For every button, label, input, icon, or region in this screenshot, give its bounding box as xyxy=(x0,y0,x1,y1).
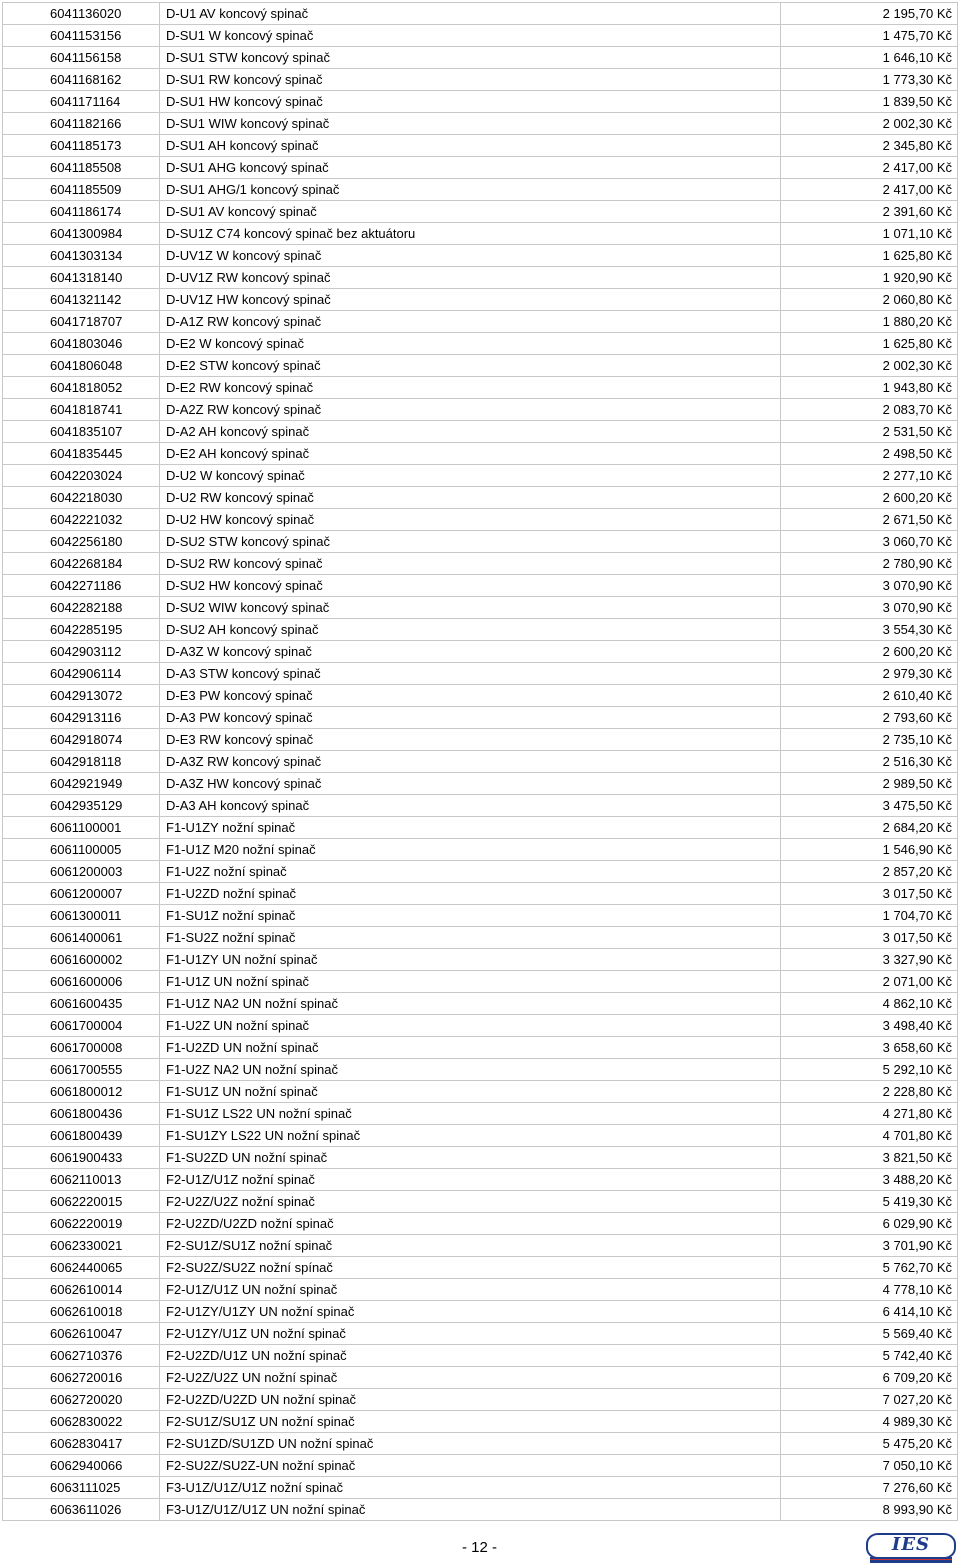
product-price-cell: 7 276,60 Kč xyxy=(781,1477,958,1499)
table-row xyxy=(3,1477,958,1499)
product-price-cell: 2 002,30 Kč xyxy=(781,113,958,135)
product-name-cell: D-SU1 RW koncový spinač xyxy=(160,69,781,91)
table-row xyxy=(3,245,958,267)
product-code-cell: 6062330021 xyxy=(3,1235,160,1257)
table-row xyxy=(3,905,958,927)
product-code-cell: 6041318140 xyxy=(3,267,160,289)
table-row xyxy=(3,113,958,135)
product-name-cell: D-E2 AH koncový spinač xyxy=(160,443,781,465)
table-row xyxy=(3,1323,958,1345)
product-name-cell: F2-U2ZD/U1Z UN nožní spinač xyxy=(160,1345,781,1367)
product-code-cell: 6042913072 xyxy=(3,685,160,707)
table-row xyxy=(3,157,958,179)
ies-logo xyxy=(866,1533,954,1563)
table-row xyxy=(3,685,958,707)
product-code-cell: 6041182166 xyxy=(3,113,160,135)
table-row xyxy=(3,1213,958,1235)
table-row xyxy=(3,883,958,905)
product-code-cell: 6042271186 xyxy=(3,575,160,597)
table-row xyxy=(3,47,958,69)
product-code-cell: 6063111025 xyxy=(3,1477,160,1499)
product-name-cell: D-UV1Z RW koncový spinač xyxy=(160,267,781,289)
product-price-cell: 6 414,10 Kč xyxy=(781,1301,958,1323)
product-price-cell: 1 704,70 Kč xyxy=(781,905,958,927)
product-price-cell: 3 701,90 Kč xyxy=(781,1235,958,1257)
product-name-cell: F1-SU1ZY LS22 UN nožní spinač xyxy=(160,1125,781,1147)
product-name-cell: D-SU2 STW koncový spinač xyxy=(160,531,781,553)
table-row xyxy=(3,553,958,575)
product-price-cell: 2 600,20 Kč xyxy=(781,487,958,509)
product-code-cell: 6061200003 xyxy=(3,861,160,883)
product-price-cell: 3 488,20 Kč xyxy=(781,1169,958,1191)
product-code-cell: 6041835445 xyxy=(3,443,160,465)
product-price-cell: 2 083,70 Kč xyxy=(781,399,958,421)
product-price-cell: 3 821,50 Kč xyxy=(781,1147,958,1169)
product-name-cell: F1-U1Z M20 nožní spinač xyxy=(160,839,781,861)
product-code-cell: 6062720020 xyxy=(3,1389,160,1411)
product-price-cell: 8 993,90 Kč xyxy=(781,1499,958,1521)
product-name-cell: D-SU2 WIW koncový spinač xyxy=(160,597,781,619)
product-price-cell: 3 070,90 Kč xyxy=(781,597,958,619)
product-price-cell: 4 701,80 Kč xyxy=(781,1125,958,1147)
product-price-cell: 7 027,20 Kč xyxy=(781,1389,958,1411)
product-name-cell: D-A1Z RW koncový spinač xyxy=(160,311,781,333)
table-row xyxy=(3,1257,958,1279)
table-row xyxy=(3,597,958,619)
product-code-cell: 6041303134 xyxy=(3,245,160,267)
product-name-cell: F2-U2Z/U2Z nožní spinač xyxy=(160,1191,781,1213)
table-row xyxy=(3,1059,958,1081)
product-price-cell: 3 327,90 Kč xyxy=(781,949,958,971)
product-name-cell: D-A3 AH koncový spinač xyxy=(160,795,781,817)
table-row xyxy=(3,575,958,597)
price-rows xyxy=(3,3,958,1521)
product-code-cell: 6042256180 xyxy=(3,531,160,553)
product-price-cell: 1 839,50 Kč xyxy=(781,91,958,113)
table-row xyxy=(3,399,958,421)
table-row xyxy=(3,333,958,355)
product-code-cell: 6042918074 xyxy=(3,729,160,751)
table-row xyxy=(3,487,958,509)
product-price-cell: 6 029,90 Kč xyxy=(781,1213,958,1235)
product-code-cell: 6063611026 xyxy=(3,1499,160,1521)
product-name-cell: D-UV1Z W koncový spinač xyxy=(160,245,781,267)
product-code-cell: 6061700004 xyxy=(3,1015,160,1037)
table-row xyxy=(3,531,958,553)
product-name-cell: D-A2 AH koncový spinač xyxy=(160,421,781,443)
table-row xyxy=(3,509,958,531)
price-table xyxy=(2,2,958,1521)
product-price-cell: 5 419,30 Kč xyxy=(781,1191,958,1213)
product-code-cell: 6062110013 xyxy=(3,1169,160,1191)
table-row xyxy=(3,1345,958,1367)
product-code-cell: 6042218030 xyxy=(3,487,160,509)
product-price-cell: 2 671,50 Kč xyxy=(781,509,958,531)
product-code-cell: 6041718707 xyxy=(3,311,160,333)
product-code-cell: 6062710376 xyxy=(3,1345,160,1367)
product-code-cell: 6042282188 xyxy=(3,597,160,619)
product-price-cell: 2 516,30 Kč xyxy=(781,751,958,773)
product-name-cell: D-A2Z RW koncový spinač xyxy=(160,399,781,421)
product-code-cell: 6061600002 xyxy=(3,949,160,971)
product-code-cell: 6061300011 xyxy=(3,905,160,927)
product-name-cell: F2-SU1ZD/SU1ZD UN nožní spinač xyxy=(160,1433,781,1455)
product-price-cell: 2 531,50 Kč xyxy=(781,421,958,443)
product-name-cell: F2-U2ZD/U2ZD UN nožní spinač xyxy=(160,1389,781,1411)
product-code-cell: 6061400061 xyxy=(3,927,160,949)
product-name-cell: F1-U2Z UN nožní spinač xyxy=(160,1015,781,1037)
product-price-cell: 2 610,40 Kč xyxy=(781,685,958,707)
product-name-cell: D-A3Z W koncový spinač xyxy=(160,641,781,663)
product-code-cell: 6042203024 xyxy=(3,465,160,487)
table-row xyxy=(3,1499,958,1521)
product-price-cell: 2 857,20 Kč xyxy=(781,861,958,883)
product-name-cell: F3-U1Z/U1Z/U1Z nožní spinač xyxy=(160,1477,781,1499)
product-price-cell: 4 989,30 Kč xyxy=(781,1411,958,1433)
table-row xyxy=(3,751,958,773)
product-price-cell: 6 709,20 Kč xyxy=(781,1367,958,1389)
product-code-cell: 6042268184 xyxy=(3,553,160,575)
product-code-cell: 6041818741 xyxy=(3,399,160,421)
product-name-cell: D-SU1 AV koncový spinač xyxy=(160,201,781,223)
table-row xyxy=(3,1389,958,1411)
table-row xyxy=(3,1455,958,1477)
table-row xyxy=(3,25,958,47)
product-name-cell: F2-U2ZD/U2ZD nožní spinač xyxy=(160,1213,781,1235)
product-code-cell: 6041171164 xyxy=(3,91,160,113)
table-row xyxy=(3,729,958,751)
product-name-cell: D-SU1 HW koncový spinač xyxy=(160,91,781,113)
product-code-cell: 6041136020 xyxy=(3,3,160,25)
table-row xyxy=(3,1235,958,1257)
product-name-cell: D-UV1Z HW koncový spinač xyxy=(160,289,781,311)
product-price-cell: 1 625,80 Kč xyxy=(781,245,958,267)
product-name-cell: F3-U1Z/U1Z/U1Z UN nožní spinač xyxy=(160,1499,781,1521)
table-row xyxy=(3,3,958,25)
product-price-cell: 1 773,30 Kč xyxy=(781,69,958,91)
product-name-cell: D-A3Z RW koncový spinač xyxy=(160,751,781,773)
product-name-cell: F1-U2Z nožní spinač xyxy=(160,861,781,883)
logo-stripe xyxy=(870,1559,952,1560)
product-code-cell: 6061100001 xyxy=(3,817,160,839)
table-row xyxy=(3,1125,958,1147)
product-price-cell: 3 017,50 Kč xyxy=(781,927,958,949)
product-code-cell: 6062940066 xyxy=(3,1455,160,1477)
product-code-cell: 6041835107 xyxy=(3,421,160,443)
product-price-cell: 2 195,70 Kč xyxy=(781,3,958,25)
product-code-cell: 6062610014 xyxy=(3,1279,160,1301)
table-row xyxy=(3,311,958,333)
product-name-cell: D-E2 W koncový spinač xyxy=(160,333,781,355)
product-name-cell: F2-U1ZY/U1ZY UN nožní spinač xyxy=(160,1301,781,1323)
product-name-cell: D-SU2 AH koncový spinač xyxy=(160,619,781,641)
logo-text: IES xyxy=(891,1534,931,1555)
product-price-cell: 3 060,70 Kč xyxy=(781,531,958,553)
product-code-cell: 6041156158 xyxy=(3,47,160,69)
table-row xyxy=(3,971,958,993)
product-price-cell: 4 271,80 Kč xyxy=(781,1103,958,1125)
table-row xyxy=(3,1191,958,1213)
table-row xyxy=(3,1433,958,1455)
product-code-cell: 6062220019 xyxy=(3,1213,160,1235)
product-code-cell: 6062440065 xyxy=(3,1257,160,1279)
product-price-cell: 2 793,60 Kč xyxy=(781,707,958,729)
product-price-cell: 3 498,40 Kč xyxy=(781,1015,958,1037)
product-name-cell: D-SU1 W koncový spinač xyxy=(160,25,781,47)
table-row xyxy=(3,619,958,641)
table-row xyxy=(3,1279,958,1301)
product-price-cell: 2 060,80 Kč xyxy=(781,289,958,311)
product-price-cell: 2 391,60 Kč xyxy=(781,201,958,223)
table-row xyxy=(3,795,958,817)
product-code-cell: 6041803046 xyxy=(3,333,160,355)
product-code-cell: 6041806048 xyxy=(3,355,160,377)
product-price-cell: 4 778,10 Kč xyxy=(781,1279,958,1301)
product-code-cell: 6061600006 xyxy=(3,971,160,993)
product-code-cell: 6062720016 xyxy=(3,1367,160,1389)
product-price-cell: 2 735,10 Kč xyxy=(781,729,958,751)
page-number: - 12 - xyxy=(462,1539,498,1556)
product-price-cell: 7 050,10 Kč xyxy=(781,1455,958,1477)
product-name-cell: D-E3 RW koncový spinač xyxy=(160,729,781,751)
product-code-cell: 6061800439 xyxy=(3,1125,160,1147)
product-name-cell: D-SU1Z C74 koncový spinač bez aktuátoru xyxy=(160,223,781,245)
product-name-cell: D-U1 AV koncový spinač xyxy=(160,3,781,25)
product-price-cell: 3 017,50 Kč xyxy=(781,883,958,905)
table-row xyxy=(3,949,958,971)
product-code-cell: 6041185508 xyxy=(3,157,160,179)
product-code-cell: 6062610018 xyxy=(3,1301,160,1323)
table-row xyxy=(3,1169,958,1191)
product-price-cell: 4 862,10 Kč xyxy=(781,993,958,1015)
table-row xyxy=(3,267,958,289)
table-row xyxy=(3,1015,958,1037)
product-name-cell: F1-U2ZD UN nožní spinač xyxy=(160,1037,781,1059)
product-price-cell: 2 002,30 Kč xyxy=(781,355,958,377)
product-code-cell: 6061800012 xyxy=(3,1081,160,1103)
product-name-cell: F1-SU2ZD UN nožní spinač xyxy=(160,1147,781,1169)
product-code-cell: 6042221032 xyxy=(3,509,160,531)
product-code-cell: 6041300984 xyxy=(3,223,160,245)
product-code-cell: 6042906114 xyxy=(3,663,160,685)
product-name-cell: F1-U1ZY UN nožní spinač xyxy=(160,949,781,971)
table-row xyxy=(3,69,958,91)
product-price-cell: 2 071,00 Kč xyxy=(781,971,958,993)
product-code-cell: 6042913116 xyxy=(3,707,160,729)
product-name-cell: F1-U1ZY nožní spinač xyxy=(160,817,781,839)
table-row xyxy=(3,135,958,157)
logo-bar xyxy=(870,1557,952,1563)
product-name-cell: D-A3 PW koncový spinač xyxy=(160,707,781,729)
product-name-cell: D-SU2 HW koncový spinač xyxy=(160,575,781,597)
product-price-cell: 5 742,40 Kč xyxy=(781,1345,958,1367)
product-code-cell: 6041186174 xyxy=(3,201,160,223)
product-price-cell: 3 475,50 Kč xyxy=(781,795,958,817)
product-price-cell: 3 554,30 Kč xyxy=(781,619,958,641)
product-name-cell: F1-SU1Z LS22 UN nožní spinač xyxy=(160,1103,781,1125)
product-price-cell: 1 943,80 Kč xyxy=(781,377,958,399)
table-row xyxy=(3,377,958,399)
table-row xyxy=(3,223,958,245)
product-price-cell: 1 646,10 Kč xyxy=(781,47,958,69)
product-price-cell: 1 546,90 Kč xyxy=(781,839,958,861)
product-code-cell: 6041185509 xyxy=(3,179,160,201)
product-name-cell: D-E2 STW koncový spinač xyxy=(160,355,781,377)
table-row xyxy=(3,1037,958,1059)
product-code-cell: 6062610047 xyxy=(3,1323,160,1345)
table-row xyxy=(3,289,958,311)
product-name-cell: F2-SU2Z/SU2Z nožní spínač xyxy=(160,1257,781,1279)
product-code-cell: 6061800436 xyxy=(3,1103,160,1125)
product-name-cell: F2-SU1Z/SU1Z UN nožní spinač xyxy=(160,1411,781,1433)
table-row xyxy=(3,1103,958,1125)
product-name-cell: F1-SU1Z nožní spinač xyxy=(160,905,781,927)
product-price-cell: 5 762,70 Kč xyxy=(781,1257,958,1279)
product-price-cell: 3 070,90 Kč xyxy=(781,575,958,597)
product-name-cell: D-U2 RW koncový spinač xyxy=(160,487,781,509)
product-code-cell: 6062830417 xyxy=(3,1433,160,1455)
product-name-cell: D-SU1 AHG koncový spinač xyxy=(160,157,781,179)
product-price-cell: 5 475,20 Kč xyxy=(781,1433,958,1455)
product-code-cell: 6042285195 xyxy=(3,619,160,641)
product-code-cell: 6041321142 xyxy=(3,289,160,311)
table-row xyxy=(3,1081,958,1103)
product-name-cell: F1-SU2Z nožní spinač xyxy=(160,927,781,949)
table-row xyxy=(3,773,958,795)
product-price-cell: 2 498,50 Kč xyxy=(781,443,958,465)
product-name-cell: D-A3 STW koncový spinač xyxy=(160,663,781,685)
product-price-cell: 5 292,10 Kč xyxy=(781,1059,958,1081)
product-name-cell: F2-U1Z/U1Z UN nožní spinač xyxy=(160,1279,781,1301)
table-row xyxy=(3,179,958,201)
product-price-cell: 5 569,40 Kč xyxy=(781,1323,958,1345)
product-name-cell: D-SU2 RW koncový spinač xyxy=(160,553,781,575)
product-price-cell: 2 600,20 Kč xyxy=(781,641,958,663)
product-code-cell: 6061700555 xyxy=(3,1059,160,1081)
product-name-cell: D-U2 W koncový spinač xyxy=(160,465,781,487)
product-price-cell: 2 780,90 Kč xyxy=(781,553,958,575)
product-price-cell: 2 684,20 Kč xyxy=(781,817,958,839)
table-row xyxy=(3,1301,958,1323)
product-code-cell: 6042903112 xyxy=(3,641,160,663)
table-row xyxy=(3,817,958,839)
product-name-cell: D-SU1 AH koncový spinač xyxy=(160,135,781,157)
product-name-cell: D-E3 PW koncový spinač xyxy=(160,685,781,707)
product-code-cell: 6061900433 xyxy=(3,1147,160,1169)
table-row xyxy=(3,465,958,487)
product-price-cell: 2 345,80 Kč xyxy=(781,135,958,157)
product-code-cell: 6061700008 xyxy=(3,1037,160,1059)
product-name-cell: D-E2 RW koncový spinač xyxy=(160,377,781,399)
product-price-cell: 1 475,70 Kč xyxy=(781,25,958,47)
product-price-cell: 2 277,10 Kč xyxy=(781,465,958,487)
product-code-cell: 6041153156 xyxy=(3,25,160,47)
table-row xyxy=(3,839,958,861)
product-price-cell: 2 417,00 Kč xyxy=(781,157,958,179)
product-price-cell: 1 625,80 Kč xyxy=(781,333,958,355)
table-row xyxy=(3,1367,958,1389)
product-code-cell: 6041168162 xyxy=(3,69,160,91)
table-row xyxy=(3,641,958,663)
product-name-cell: F2-SU2Z/SU2Z-UN nožní spinač xyxy=(160,1455,781,1477)
product-code-cell: 6042918118 xyxy=(3,751,160,773)
product-price-cell: 1 920,90 Kč xyxy=(781,267,958,289)
product-name-cell: F1-U1Z NA2 UN nožní spinač xyxy=(160,993,781,1015)
product-name-cell: D-A3Z HW koncový spinač xyxy=(160,773,781,795)
table-row xyxy=(3,1147,958,1169)
product-name-cell: F2-SU1Z/SU1Z nožní spinač xyxy=(160,1235,781,1257)
table-row xyxy=(3,421,958,443)
product-code-cell: 6061200007 xyxy=(3,883,160,905)
table-row xyxy=(3,355,958,377)
product-price-cell: 2 989,50 Kč xyxy=(781,773,958,795)
table-row xyxy=(3,707,958,729)
table-row xyxy=(3,861,958,883)
table-row xyxy=(3,927,958,949)
product-name-cell: D-SU1 AHG/1 koncový spinač xyxy=(160,179,781,201)
product-name-cell: F1-U2ZD nožní spinač xyxy=(160,883,781,905)
table-row xyxy=(3,663,958,685)
product-code-cell: 6061100005 xyxy=(3,839,160,861)
product-price-cell: 2 979,30 Kč xyxy=(781,663,958,685)
product-code-cell: 6041818052 xyxy=(3,377,160,399)
product-name-cell: D-SU1 WIW koncový spinač xyxy=(160,113,781,135)
product-name-cell: F1-SU1Z UN nožní spinač xyxy=(160,1081,781,1103)
product-price-cell: 1 071,10 Kč xyxy=(781,223,958,245)
table-row xyxy=(3,443,958,465)
product-price-cell: 2 228,80 Kč xyxy=(781,1081,958,1103)
product-price-cell: 2 417,00 Kč xyxy=(781,179,958,201)
product-name-cell: F2-U2Z/U2Z UN nožní spinač xyxy=(160,1367,781,1389)
table-row xyxy=(3,993,958,1015)
product-code-cell: 6062830022 xyxy=(3,1411,160,1433)
product-name-cell: F2-U1ZY/U1Z UN nožní spinač xyxy=(160,1323,781,1345)
table-row xyxy=(3,201,958,223)
table-row xyxy=(3,1411,958,1433)
product-code-cell: 6042921949 xyxy=(3,773,160,795)
product-name-cell: F1-U1Z UN nožní spinač xyxy=(160,971,781,993)
table-row xyxy=(3,91,958,113)
product-code-cell: 6062220015 xyxy=(3,1191,160,1213)
product-name-cell: D-SU1 STW koncový spinač xyxy=(160,47,781,69)
product-price-cell: 3 658,60 Kč xyxy=(781,1037,958,1059)
product-name-cell: F1-U2Z NA2 UN nožní spinač xyxy=(160,1059,781,1081)
product-code-cell: 6041185173 xyxy=(3,135,160,157)
product-code-cell: 6061600435 xyxy=(3,993,160,1015)
product-price-cell: 1 880,20 Kč xyxy=(781,311,958,333)
product-code-cell: 6042935129 xyxy=(3,795,160,817)
product-name-cell: F2-U1Z/U1Z nožní spinač xyxy=(160,1169,781,1191)
product-name-cell: D-U2 HW koncový spinač xyxy=(160,509,781,531)
